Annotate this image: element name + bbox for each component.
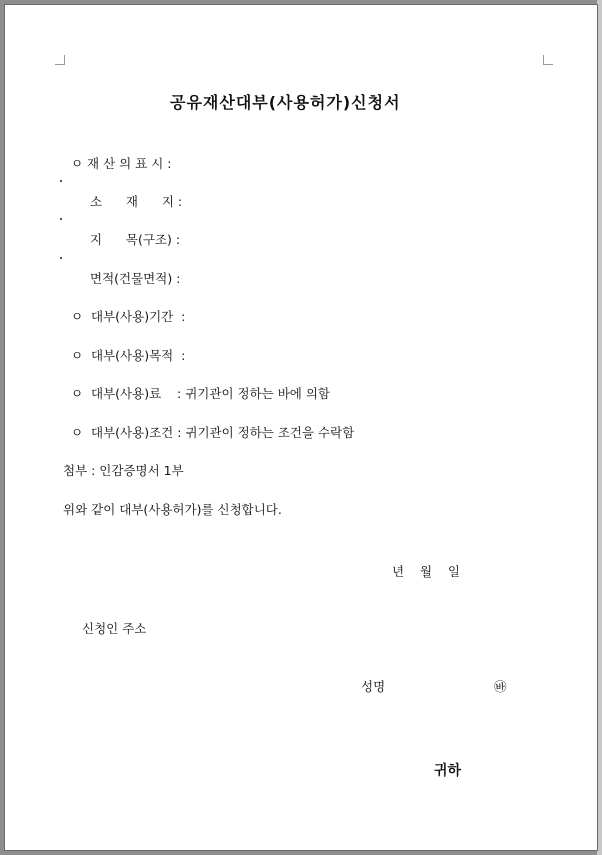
land-category-line: 지 목(구조) : bbox=[90, 232, 181, 247]
lease-purpose-line: ㅇ 대부(사용)목적 : bbox=[71, 348, 186, 363]
lease-period-line: ㅇ 대부(사용)기간 : bbox=[71, 309, 186, 324]
area-line: 면적(건물면적) : bbox=[90, 271, 181, 286]
margin-dot bbox=[60, 257, 62, 259]
margin-dot bbox=[60, 180, 62, 182]
applicant-address-label: 신청인 주소 bbox=[82, 621, 147, 636]
attachment-line: 첨부 : 인감증명서 1부 bbox=[63, 463, 184, 478]
margin-mark-top-right bbox=[543, 55, 553, 65]
margin-mark-top-left bbox=[55, 55, 65, 65]
lease-fee-line: ㅇ 대부(사용)료 : 귀기관이 정하는 바에 의함 bbox=[71, 386, 330, 401]
lease-conditions-line: ㅇ 대부(사용)조건 : 귀기관이 정하는 조건을 수락함 bbox=[71, 425, 355, 440]
seal-mark: ㉳ bbox=[494, 679, 507, 694]
request-statement: 위와 같이 대부(사용허가)를 신청합니다. bbox=[63, 502, 282, 517]
margin-dot bbox=[60, 218, 62, 220]
date-line: 년 월 일 bbox=[392, 564, 461, 579]
recipient-label: 귀하 bbox=[434, 763, 462, 779]
document-title: 공유재산대부(사용허가)신청서 bbox=[170, 93, 401, 112]
applicant-name-label: 성명 bbox=[361, 679, 386, 694]
property-description-line: ㅇ 재 산 의 표 시 : bbox=[71, 156, 172, 171]
location-line: 소 재 지 : bbox=[90, 194, 183, 209]
document-page bbox=[4, 4, 598, 851]
